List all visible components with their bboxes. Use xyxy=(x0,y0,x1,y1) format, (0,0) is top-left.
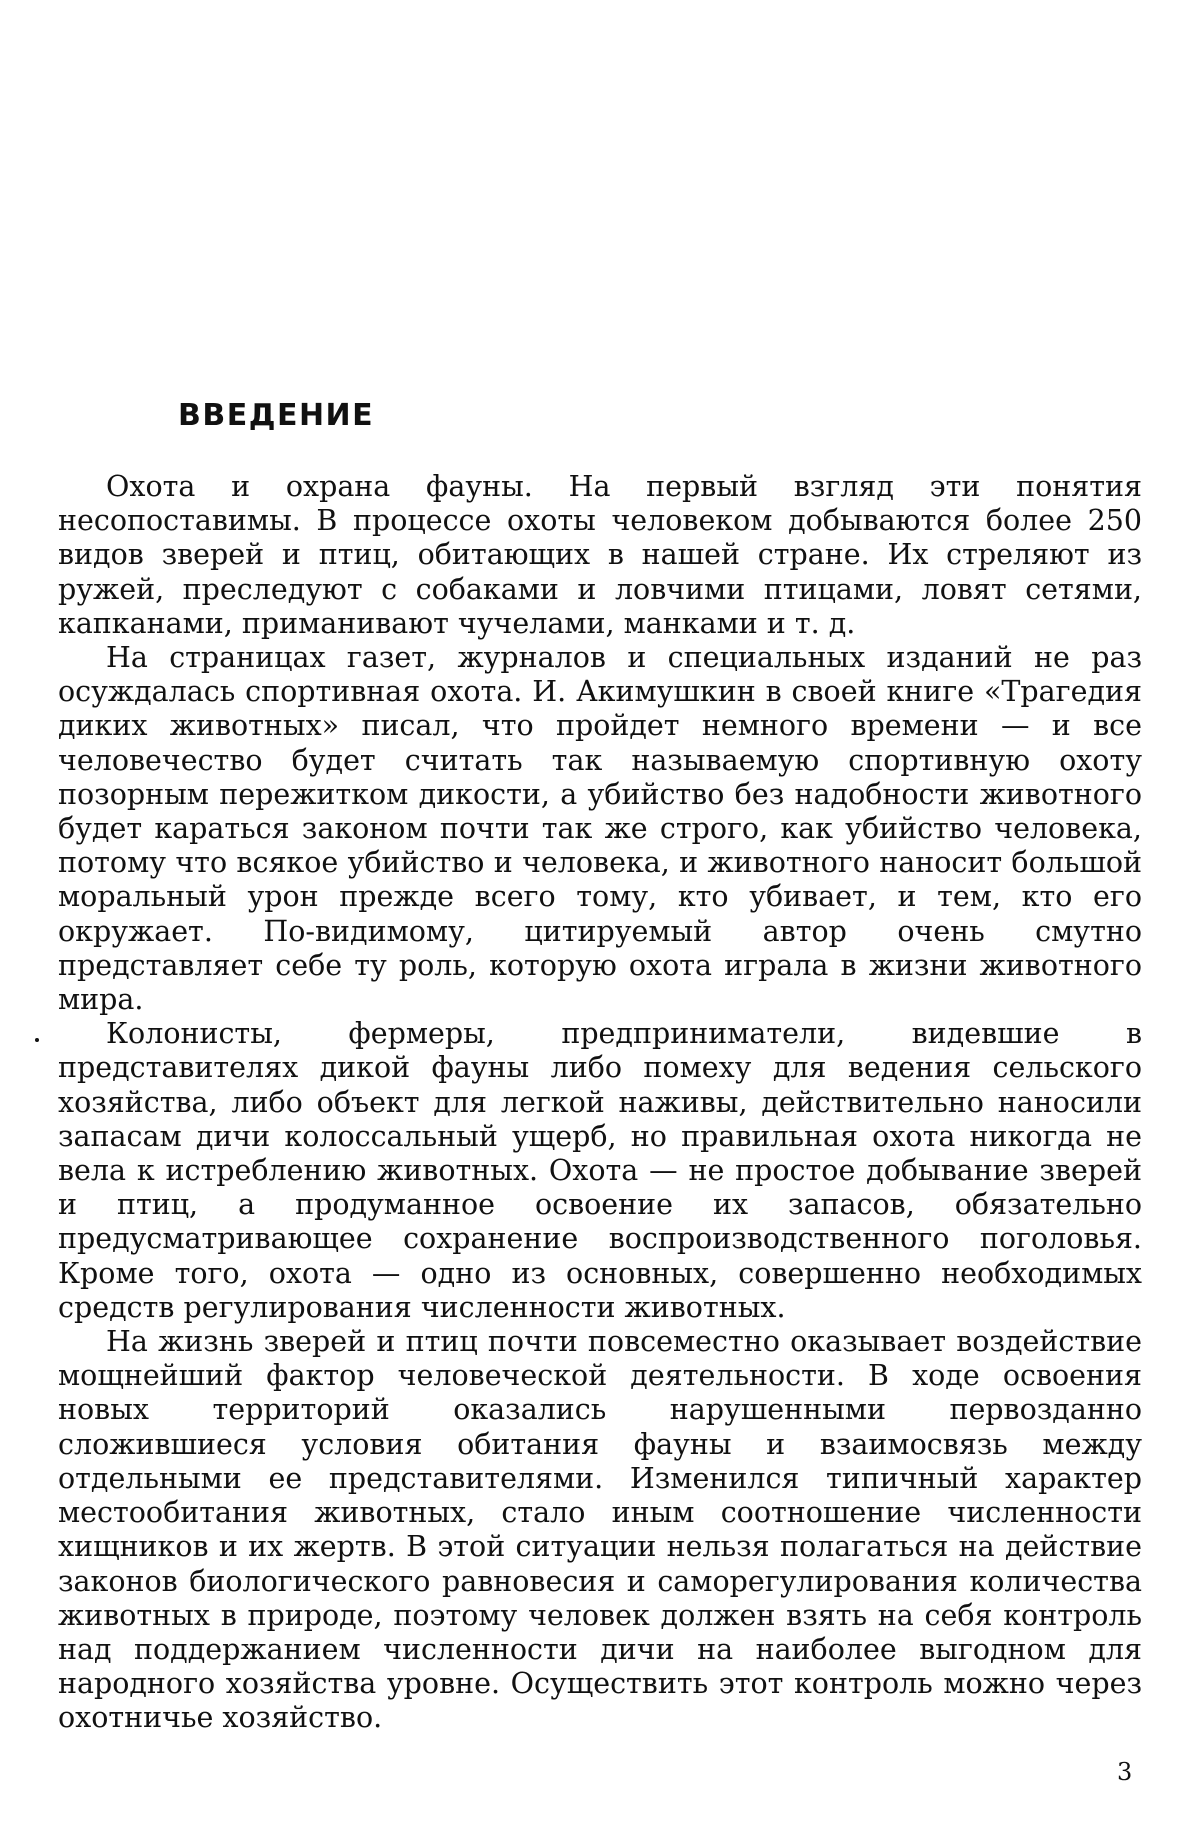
page-number: 3 xyxy=(1117,1758,1132,1786)
paragraph-4: На жизнь зверей и птиц почти повсеместно оказывает воздействие мощнейший фактор человеческой деятельности. В ходе освоения новых территорий оказались нарушенными первозданно сложившиеся условия обитания фауны и взаимосвязь между отдельными ее представителями. Изменился типичный характер местообитания животных, стало иным соотношение численности хищников и их жертв. В этой ситуации нельзя полагаться на действие законов биологического равновесия и саморегулирования количества животных в природе, поэтому человек должен взять на себя контроль над поддержанием численности дичи на наиболее выгодном для народного хозяйства уровне. Осуществить этот контроль можно через охотничье хозяйство. xyxy=(58,1325,1142,1735)
chapter-heading: ВВЕДЕНИЕ xyxy=(178,398,374,433)
paragraph-3: Колонисты, фермеры, предприниматели, видевшие в представителях дикой фауны либо помеху для ведения сельского хозяйства, либо объект для легкой наживы, действительно наносили запасам дичи колоссальный ущерб, но правильная охота никогда не вела к истреблению животных. Охота — не простое добывание зверей и птиц, а продуманное освоение их запасов, обязательно предусматривающее сохранение воспроизводственного поголовья. Кроме того, охота — одно из основных, совершенно необходимых средств регулирования численности животных. xyxy=(58,1017,1142,1325)
body-text xyxy=(58,470,1142,1736)
margin-mark xyxy=(35,1038,39,1042)
book-page xyxy=(0,0,1200,1825)
paragraph-1: Охота и охрана фауны. На первый взгляд эти понятия несопоставимы. В процессе охоты человеком добываются более 250 видов зверей и птиц, обитающих в нашей стране. Их стреляют из ружей, преследуют с собаками и ловчими птицами, ловят сетями, капканами, приманивают чучелами, манками и т. д. xyxy=(58,470,1142,641)
paragraph-2: На страницах газет, журналов и специальных изданий не раз осуждалась спортивная охота. И. Акимушкин в своей книге «Трагедия диких животных» писал, что пройдет немного времени — и все человечество будет считать так называемую спортивную охоту позорным пережитком дикости, а убийство без надобности животного будет караться законом почти так же строго, как убийство человека, потому что всякое убийство и человека, и животного наносит большой моральный урон прежде всего тому, кто убивает, и тем, кто его окружает. По-видимому, цитируемый автор очень смутно представляет себе ту роль, которую охота играла в жизни животного мира. xyxy=(58,641,1142,1017)
